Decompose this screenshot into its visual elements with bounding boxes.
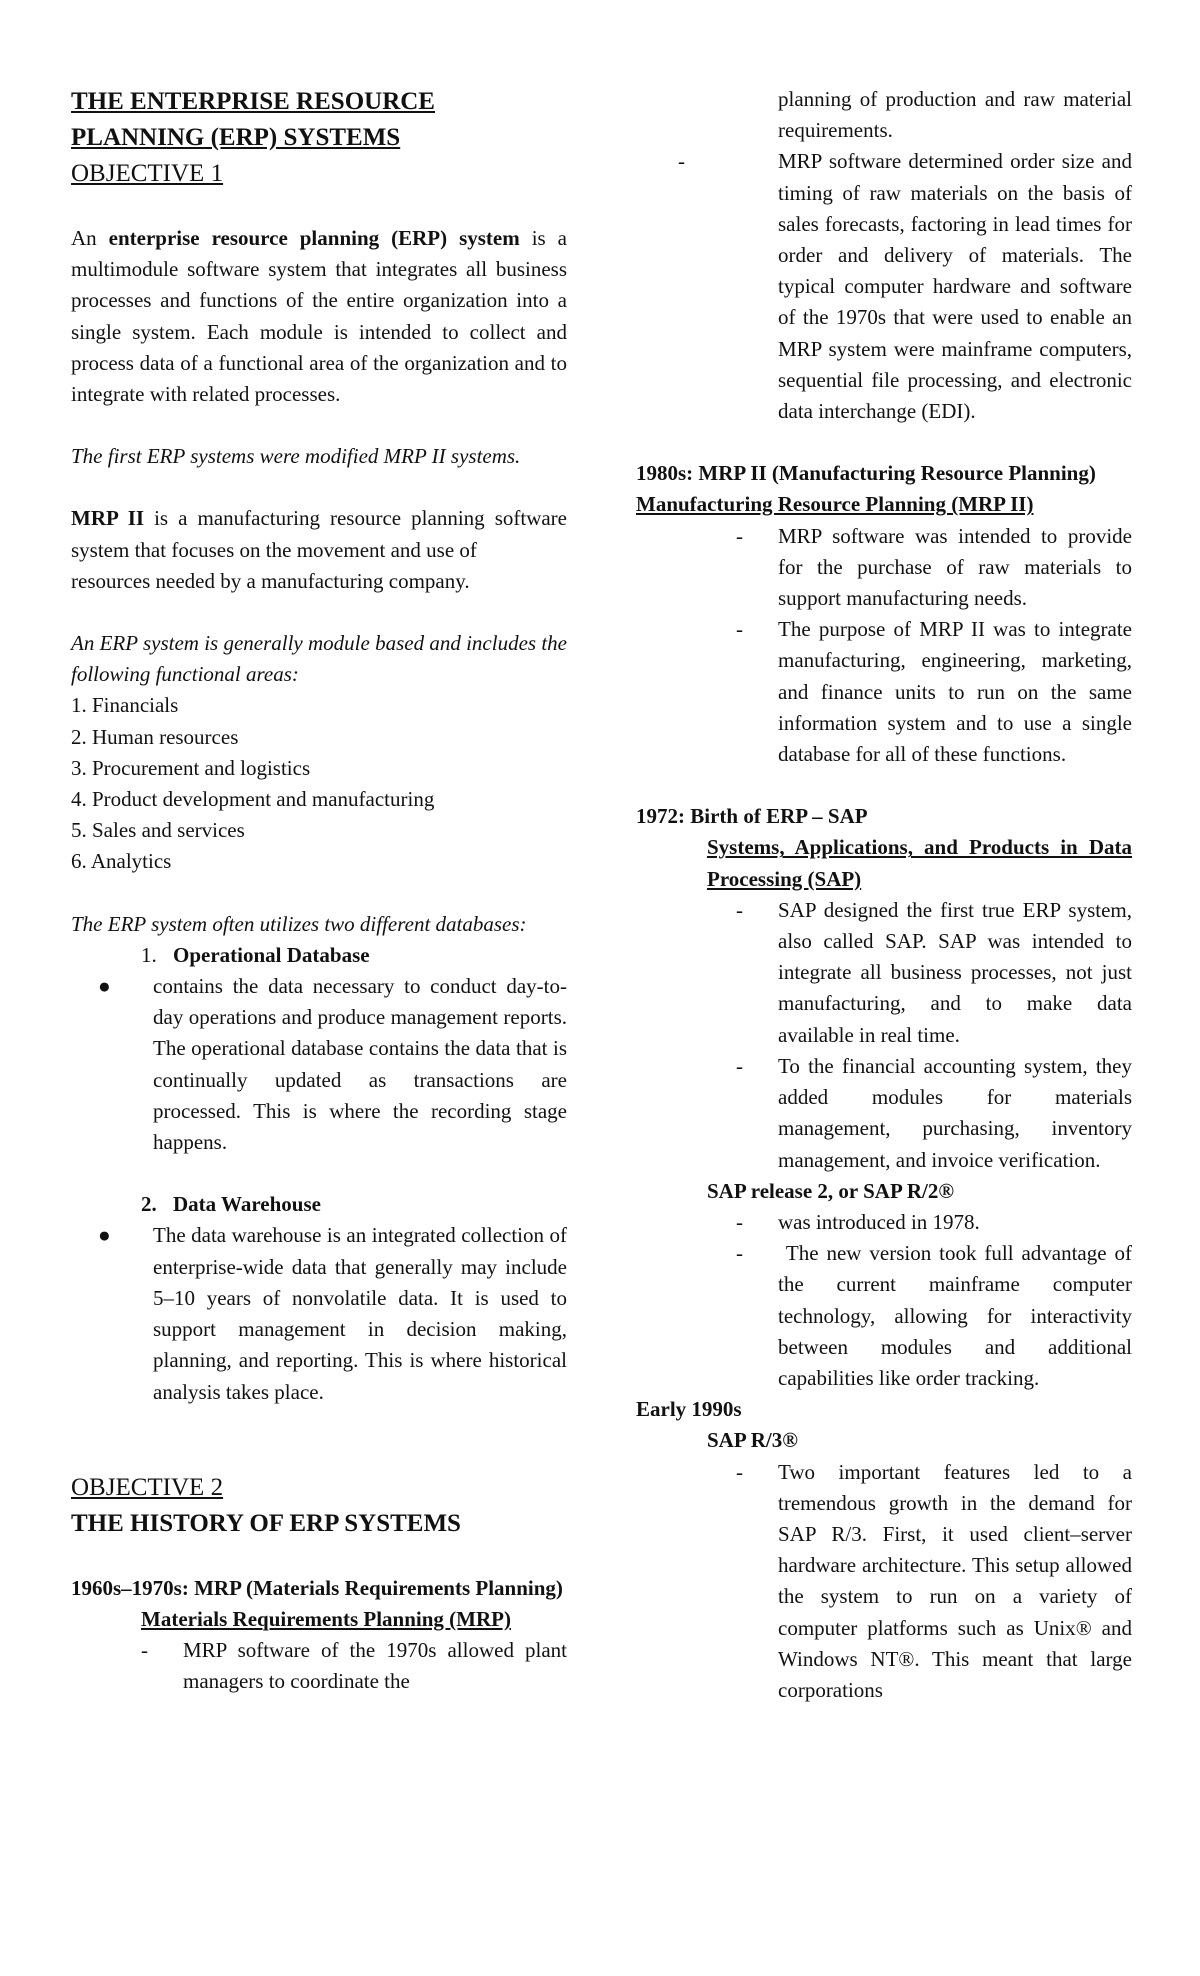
era1-subheading-row bbox=[71, 1604, 567, 1635]
module-item: 5. Sales and services bbox=[71, 818, 245, 843]
era1-item2 bbox=[636, 146, 1132, 427]
left-column bbox=[71, 84, 567, 1698]
dash-mark: - bbox=[141, 1638, 148, 1663]
era2-item2-text: The purpose of MRP II was to integrate manufacturing, engineering, marketing, and finance units to run on the same information system and to use a single database for all of these functions. bbox=[778, 617, 1132, 767]
era3-item1 bbox=[636, 895, 1132, 1051]
modules-list bbox=[71, 690, 567, 877]
sap-r2-heading: SAP release 2, or SAP R/2® bbox=[707, 1178, 955, 1203]
objective1-heading: OBJECTIVE 1 bbox=[71, 160, 224, 187]
sap-r2-item2 bbox=[636, 1238, 1138, 1394]
era3-item1-text: SAP designed the first true ERP system, also called SAP. SAP was intended to integrate all business processes, not just manufacturing, and to make data available in real time. bbox=[778, 897, 1132, 1047]
history-title: THE HISTORY OF ERP SYSTEMS bbox=[71, 1509, 461, 1537]
era3-item2 bbox=[636, 1051, 1132, 1176]
db2-bullet bbox=[71, 1220, 567, 1407]
document-title-line1: THE ENTERPRISE RESOURCE bbox=[71, 88, 435, 115]
erp-term: enterprise resource planning (ERP) system bbox=[108, 226, 520, 250]
era1-item1-continued bbox=[636, 84, 1132, 146]
module-item: 1. Financials bbox=[71, 693, 179, 718]
dash-mark: - bbox=[736, 1459, 743, 1484]
sap-r2-item2-text: The new version took full advantage of the current mainframe computer technology, allowing for interactivity between modules and additional capabilities like order tracking. bbox=[778, 1241, 1138, 1390]
mrp2-rest-line2: resources needed by a manufacturing company. bbox=[71, 568, 470, 593]
document-title-line2: PLANNING (ERP) SYSTEMS bbox=[71, 124, 401, 151]
mrp2-term: MRP II bbox=[71, 506, 145, 531]
dash-mark: - bbox=[736, 1209, 743, 1234]
db2-number: 2. bbox=[141, 1192, 157, 1217]
right-column bbox=[636, 84, 1138, 1706]
early-1990s-heading: Early 1990s bbox=[636, 1397, 742, 1422]
dash-mark: - bbox=[736, 897, 743, 922]
databases-intro: The ERP system often utilizes two different databases: bbox=[71, 911, 527, 936]
dash-mark: - bbox=[736, 617, 743, 642]
era2-subheading: Manufacturing Resource Planning (MRP II) bbox=[636, 492, 1034, 517]
dash-mark: - bbox=[736, 523, 743, 548]
mrp2-definition-paragraph bbox=[71, 503, 567, 565]
era1-item1-text: MRP software of the 1970s allowed plant managers to coordinate the bbox=[183, 1638, 567, 1694]
era3-heading: 1972: Birth of ERP – SAP bbox=[636, 804, 868, 829]
module-item: 2. Human resources bbox=[71, 724, 239, 749]
module-item: 3. Procurement and logistics bbox=[71, 755, 311, 780]
bullet-icon: ● bbox=[98, 1223, 111, 1248]
era2-subheading-row bbox=[636, 489, 1132, 520]
db2-heading bbox=[71, 1189, 567, 1220]
db1-description: contains the data necessary to conduct day‐to‐day operations and produce management reports. The operational database contains the data that is continually updated as transactions are processed. This is where the recording stage happens. bbox=[153, 974, 567, 1155]
bullet-icon: ● bbox=[98, 974, 111, 999]
db2-name: Data Warehouse bbox=[173, 1192, 321, 1217]
era1-heading: 1960s–1970s: MRP (Materials Requirements Planning) bbox=[71, 1575, 563, 1600]
module-item: 6. Analytics bbox=[71, 849, 172, 874]
dash-mark: - bbox=[736, 1241, 743, 1266]
era1-item1 bbox=[71, 1635, 567, 1697]
sap-r2-item1-text: was introduced in 1978. bbox=[778, 1209, 980, 1234]
era3-subheading: Systems, Applications, and Products in Data Processing (SAP) bbox=[707, 835, 1132, 891]
dash-mark: - bbox=[678, 149, 685, 174]
era3-item2-text: To the financial accounting system, they added modules for materials management, purchasing, inventory management, and invoice verification. bbox=[778, 1053, 1132, 1172]
sap-r3-item1-text: Two important features led to a tremendous growth in the demand for SAP R/3. First, it used client–server hardware architecture. This setup allowed the system to run on a variety of computer platforms such as Unix® and Windows NT®. This meant that large corporations bbox=[778, 1459, 1132, 1702]
era1-item1-cont-text: planning of production and raw material requirements. bbox=[778, 87, 1132, 143]
db1-bullet bbox=[71, 971, 567, 1158]
db1-name: Operational Database bbox=[173, 942, 370, 967]
db1-heading bbox=[71, 940, 567, 971]
sap-r3-item1 bbox=[636, 1457, 1132, 1707]
era1-item2-text: MRP software determined order size and timing of raw materials on the basis of sales forecasts, factoring in lead times for order and delivery of materials. The typical computer hardware and software of the 1970s that were used to enable an MRP system were mainframe computers, sequential file processing, and electronic data interchange (EDI). bbox=[778, 149, 1132, 424]
era2-heading: 1980s: MRP II (Manufacturing Resource Planning) bbox=[636, 461, 1096, 486]
modules-intro: An ERP system is generally module based and includes the following functional areas: bbox=[71, 631, 567, 687]
first-erp-statement: The first ERP systems were modified MRP II systems. bbox=[71, 444, 521, 469]
era2-item1-text: MRP software was intended to provide for the purchase of raw materials to support manufacturing needs. bbox=[778, 523, 1132, 611]
era1-subheading: Materials Requirements Planning (MRP) bbox=[141, 1606, 511, 1631]
module-item: 4. Product development and manufacturing bbox=[71, 787, 435, 812]
db2-description: The data warehouse is an integrated collection of enterprise‐wide data that generally may include 5–10 years of nonvolatile data. It is used to support management in decision making, planning, and reporting. This is where historical analysis takes place. bbox=[153, 1223, 567, 1404]
sap-r2-item1 bbox=[636, 1207, 1132, 1238]
era2-item1 bbox=[636, 521, 1132, 615]
erp-intro-an: An bbox=[71, 226, 109, 250]
sap-r3-heading: SAP R/3® bbox=[707, 1428, 798, 1453]
mrp2-rest: is a manufacturing resource planning software system that focuses on the movement and use of bbox=[71, 506, 567, 562]
objective2-heading: OBJECTIVE 2 bbox=[71, 1473, 224, 1501]
era2-item2 bbox=[636, 614, 1132, 770]
db1-number: 1. bbox=[141, 942, 157, 967]
erp-intro-rest: is a multimodule software system that integrates all business processes and functions of the entire organization into a single system. Each module is intended to collect and process data of a functional area of the organization and to integrate with related processes. bbox=[71, 226, 567, 407]
erp-definition-paragraph bbox=[71, 223, 567, 410]
dash-mark: - bbox=[736, 1053, 743, 1078]
